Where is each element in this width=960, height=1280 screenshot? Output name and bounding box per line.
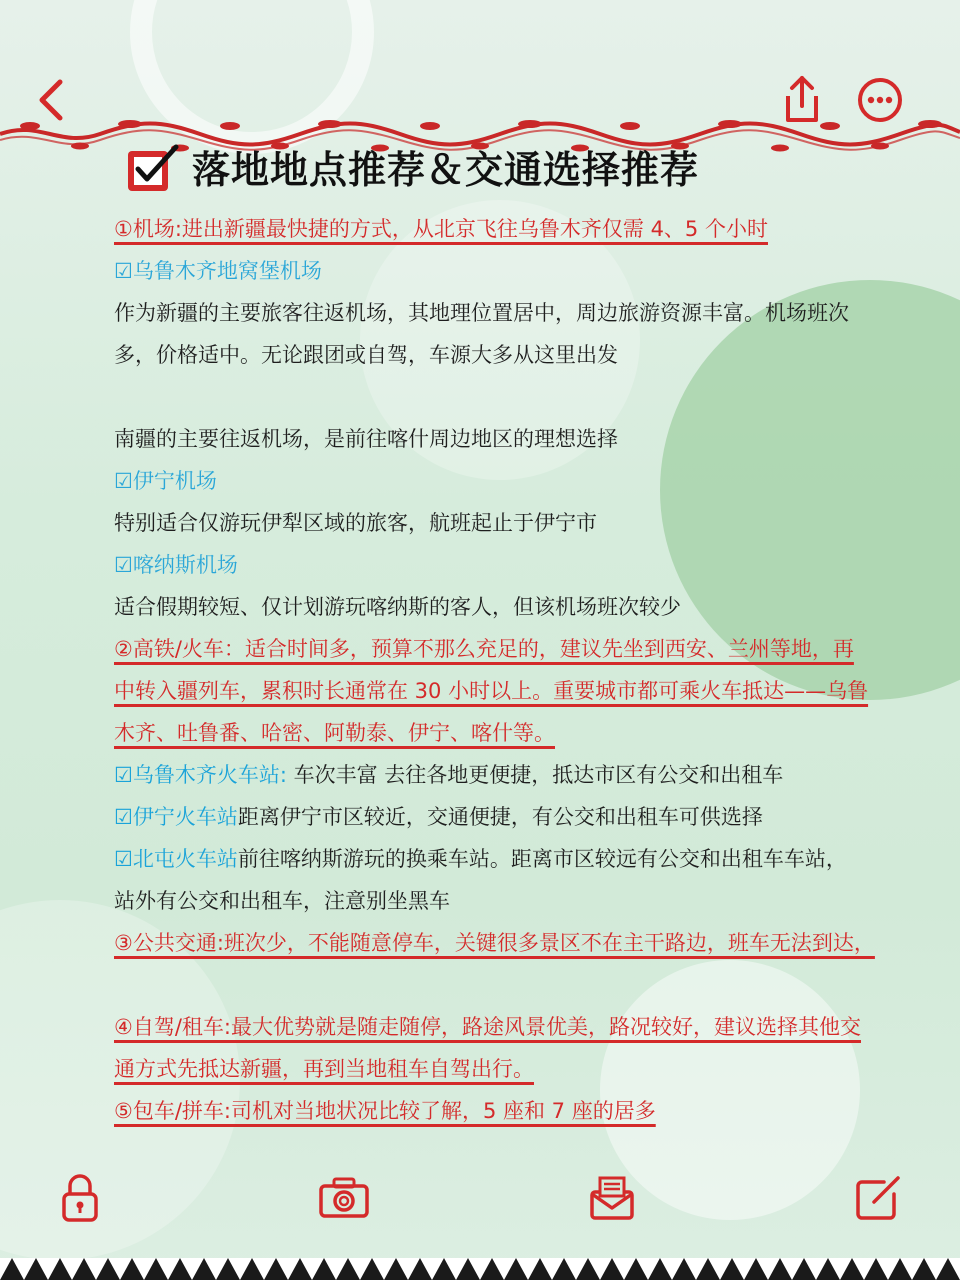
blank-line	[114, 964, 874, 1006]
lock-icon[interactable]	[52, 1170, 108, 1226]
body-text: 站外有公交和出租车，注意别坐黑车	[114, 889, 450, 913]
body-text: 适合假期较短、仅计划游玩喀纳斯的客人，但该机场班次较少	[114, 595, 681, 619]
checkbox-icon	[126, 143, 172, 189]
body-text: 车次丰富 去往各地更便捷，抵达市区有公交和出租车	[286, 763, 784, 787]
urumqi-airport-heading: ☑乌鲁木齐地窝堡机场	[114, 259, 322, 283]
yining-airport-heading: ☑伊宁机场	[114, 469, 217, 493]
bottom-toolbar	[0, 1168, 960, 1230]
urumqi-station-line	[114, 754, 874, 796]
camera-icon[interactable]	[316, 1170, 372, 1226]
body-text: 多，价格适中。无论跟团或自驾，车源大多从这里出发	[114, 343, 618, 367]
edit-icon[interactable]	[850, 1170, 906, 1226]
train-section-heading: ②高铁/火车：适合时间多，预算不那么充足的，建议先坐到西安、兰州等地，再	[114, 637, 854, 661]
page-title: 落地地点推荐＆交通选择推荐	[192, 147, 700, 192]
body-text: 南疆的主要往返机场，是前往喀什周边地区的理想选择	[114, 427, 618, 451]
decorative-zigzag-border	[0, 1228, 960, 1280]
blank-line	[114, 376, 874, 418]
beitun-station-label: ☑北屯火车站	[114, 847, 238, 871]
self-drive-heading: ④自驾/租车:最大优势就是随走随停，路途风景优美，路况较好，建议选择其他交	[114, 1015, 861, 1039]
body-text: 前往喀纳斯游玩的换乘车站。距离市区较远有公交和出租车车站，	[237, 847, 847, 871]
self-drive-text: 通方式先抵达新疆，再到当地租车自驾出行。	[114, 1057, 534, 1081]
title-row	[126, 138, 699, 194]
urumqi-station-label: ☑乌鲁木齐火车站:	[114, 763, 287, 787]
article-content	[114, 208, 874, 1132]
body-text: 距离伊宁市区较近，交通便捷，有公交和出租车可供选择	[237, 805, 763, 829]
public-transport-heading: ③公共交通:班次少，不能随意停车，关键很多景区不在主干路边，班车无法到达，	[114, 931, 875, 955]
airport-section-heading: ①机场:进出新疆最快捷的方式，从北京飞往乌鲁木齐仅需 4、5 个小时	[114, 217, 768, 241]
beitun-station-line	[114, 838, 874, 880]
body-text: 作为新疆的主要旅客往返机场，其地理位置居中，周边旅游资源丰富。机场班次	[114, 301, 849, 325]
yining-station-label: ☑伊宁火车站	[114, 805, 238, 829]
train-section-text: 中转入疆列车，累积时长通常在 30 小时以上。重要城市都可乘火车抵达——乌鲁	[114, 679, 869, 703]
body-text: 特别适合仅游玩伊犁区域的旅客，航班起止于伊宁市	[114, 511, 597, 535]
train-section-text: 木齐、吐鲁番、哈密、阿勒泰、伊宁、喀什等。	[114, 721, 555, 745]
mail-icon[interactable]	[584, 1170, 640, 1226]
charter-heading: ⑤包车/拼车:司机对当地状况比较了解，5 座和 7 座的居多	[114, 1099, 656, 1123]
yining-station-line	[114, 796, 874, 838]
kanas-airport-heading: ☑喀纳斯机场	[114, 553, 238, 577]
